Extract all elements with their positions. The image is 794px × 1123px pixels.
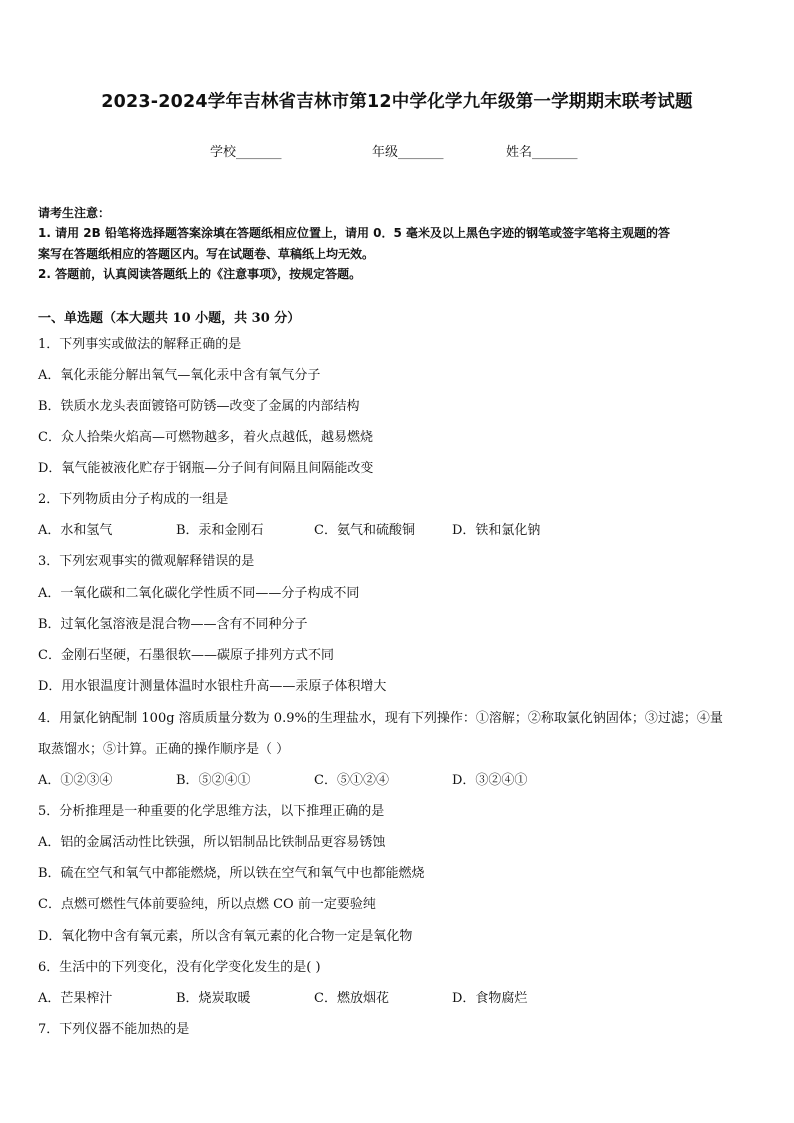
- school-field: 学校_______: [210, 145, 282, 160]
- question-1-option-d: D．氧气能被液化贮存于钢瓶—分子间有间隔且间隔能改变: [38, 461, 374, 476]
- notice-item-1-line-2: 案写在答题纸相应的答题区内。写在试题卷、草稿纸上均无效。: [38, 247, 375, 261]
- question-3-stem: 3．下列宏观事实的微观解释错误的是: [38, 554, 255, 569]
- question-4-option-d: D．③②④①: [452, 773, 528, 788]
- question-5-stem: 5．分析推理是一种重要的化学思维方法，以下推理正确的是: [38, 804, 385, 819]
- question-1-stem: 1．下列事实或做法的解释正确的是: [38, 337, 242, 352]
- question-2-option-d: D．铁和氯化钠: [452, 523, 541, 538]
- grade-field: 年级_______: [372, 145, 444, 160]
- section-heading: 一、单选题（本大题共 10 小题，共 30 分）: [38, 311, 301, 326]
- notice-heading: 请考生注意：: [38, 206, 111, 220]
- question-4-option-a: A．①②③④: [38, 773, 113, 788]
- question-3-option-b: B．过氧化氢溶液是混合物——含有不同种分子: [38, 617, 308, 632]
- question-3-option-d: D．用水银温度计测量体温时水银柱升高——汞原子体积增大: [38, 679, 387, 694]
- question-5-option-b: B．硫在空气和氧气中都能燃烧，所以铁在空气和氧气中也都能燃烧: [38, 866, 425, 881]
- question-5-option-c: C．点燃可燃性气体前要验纯，所以点燃 CO 前一定要验纯: [38, 897, 376, 912]
- exam-title: 2023-2024学年吉林省吉林市第12中学化学九年级第一学期期末联考试题: [101, 92, 693, 112]
- notice-item-2: 2. 答题前，认真阅读答题纸上的《注意事项》，按规定答题。: [38, 267, 362, 281]
- question-7-stem: 7．下列仪器不能加热的是: [38, 1022, 190, 1037]
- question-1-option-a: A．氧化汞能分解出氧气—氧化汞中含有氧气分子: [38, 368, 321, 383]
- question-2-option-b: B．汞和金刚石: [176, 523, 264, 538]
- question-1-option-c: C．众人拾柴火焰高—可燃物越多，着火点越低，越易燃烧: [38, 430, 373, 445]
- question-2-stem: 2．下列物质由分子构成的一组是: [38, 492, 229, 507]
- question-3-option-a: A．一氧化碳和二氧化碳化学性质不同——分子构成不同: [38, 586, 360, 601]
- question-5-option-d: D．氧化物中含有氧元素，所以含有氧元素的化合物一定是氧化物: [38, 929, 413, 944]
- question-6-option-d: D．食物腐烂: [452, 991, 528, 1006]
- question-1-option-b: B．铁质水龙头表面镀铬可防锈—改变了金属的内部结构: [38, 399, 360, 414]
- question-4-option-b: B．⑤②④①: [176, 773, 251, 788]
- question-5-option-a: A．铝的金属活动性比铁强，所以铝制品比铁制品更容易锈蚀: [38, 835, 386, 850]
- question-4-stem-line-2: 取蒸馏水；⑤计算。正确的操作顺序是（ ）: [38, 742, 290, 757]
- notice-item-1-line-1: 1. 请用 2B 铅笔将选择题答案涂填在答题纸相应位置上，请用 0．5 毫米及以上黑色字迹的钢笔或签字笔将主观题的答: [38, 226, 670, 240]
- question-3-option-c: C．金刚石坚硬，石墨很软——碳原子排列方式不同: [38, 648, 334, 663]
- question-4-option-c: C．⑤①②④: [314, 773, 389, 788]
- question-6-option-a: A．芒果榨汁: [38, 991, 113, 1006]
- question-2-option-c: C．氨气和硫酸铜: [314, 523, 415, 538]
- name-field: 姓名_______: [506, 145, 578, 160]
- question-6-option-c: C．燃放烟花: [314, 991, 389, 1006]
- question-4-stem-line-1: 4．用氯化钠配制 100g 溶质质量分数为 0.9%的生理盐水，现有下列操作：①溶解；②称取氯化钠固体；③过滤；④量: [38, 711, 723, 726]
- question-6-stem: 6．生活中的下列变化，没有化学变化发生的是( ): [38, 960, 321, 975]
- question-6-option-b: B．烧炭取暖: [176, 991, 251, 1006]
- question-2-option-a: A．水和氢气: [38, 523, 113, 538]
